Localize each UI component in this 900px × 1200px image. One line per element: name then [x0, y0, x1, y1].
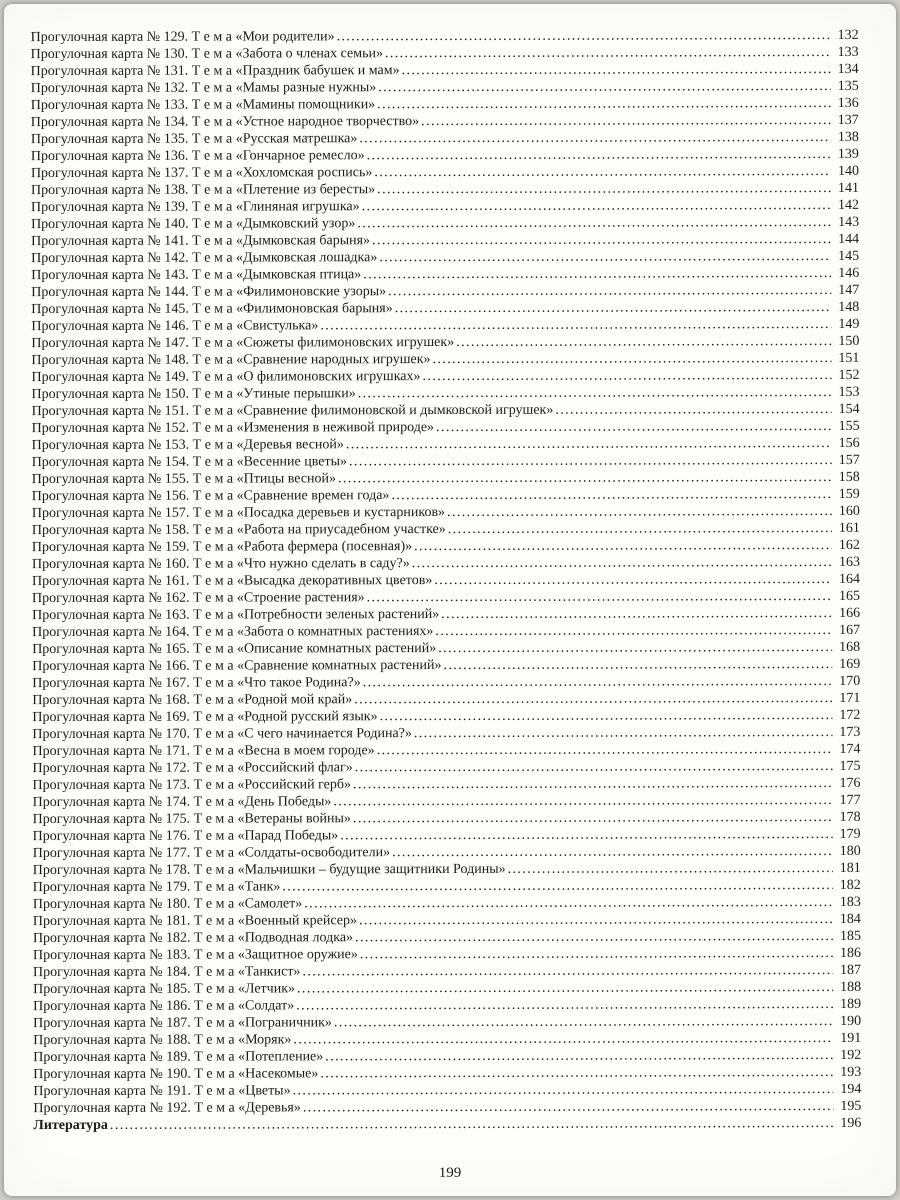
toc-entry-page: 179 — [839, 826, 861, 842]
dot-leader — [392, 843, 833, 861]
book-page — [4, 4, 896, 1196]
toc-entry — [32, 605, 860, 624]
toc-entry-label: Прогулочная карта № 162. Т е м а «Строение растения» — [32, 590, 365, 607]
toc-entry-page: 142 — [837, 197, 860, 213]
toc-entry — [31, 95, 859, 114]
toc-entry-label: Прогулочная карта № 137. Т е м а «Хохломская роспись» — [30, 165, 373, 182]
toc-entry-page: 155 — [838, 418, 860, 434]
dot-leader — [379, 248, 831, 266]
toc-entry-label: Прогулочная карта № 189. Т е м а «Потепление» — [33, 1049, 324, 1066]
toc-entry-page: 194 — [840, 1081, 862, 1097]
dot-leader — [349, 452, 832, 470]
toc-entry-label: Прогулочная карта № 136. Т е м а «Гончарное ремесло» — [30, 148, 365, 165]
toc-entry-page: 163 — [838, 554, 860, 570]
toc-entry-page: 191 — [840, 1030, 862, 1046]
toc-entry — [32, 469, 860, 488]
dot-leader — [391, 486, 831, 504]
toc-entry-label: Прогулочная карта № 182. Т е м а «Подводная лодка» — [32, 930, 354, 947]
toc-entry-page: 187 — [840, 962, 862, 978]
toc-entry-page: 140 — [837, 163, 859, 179]
toc-entry-page: 193 — [840, 1064, 862, 1080]
toc-entry — [32, 486, 860, 505]
table-of-contents — [31, 27, 862, 1134]
toc-entry — [33, 1064, 861, 1083]
toc-entry — [32, 554, 860, 573]
toc-entry-page: 188 — [840, 979, 862, 995]
dot-leader — [395, 299, 832, 317]
toc-entry-page: 177 — [839, 792, 861, 808]
dot-leader — [436, 418, 832, 436]
dot-leader — [354, 690, 832, 708]
toc-entry-page: 157 — [838, 452, 860, 468]
toc-entry-page: 170 — [839, 673, 861, 689]
toc-entry — [32, 571, 860, 590]
toc-entry-label: Прогулочная карта № 168. Т е м а «Родной мой край» — [32, 692, 353, 709]
toc-entry-label: Прогулочная карта № 134. Т е м а «Устное народное творчество» — [30, 114, 420, 131]
toc-entry-label: Прогулочная карта № 138. Т е м а «Плетение из бересты» — [30, 182, 376, 199]
toc-entry — [32, 537, 860, 556]
toc-entry — [33, 809, 861, 828]
dot-leader — [282, 877, 832, 895]
dot-leader — [359, 129, 831, 147]
toc-entry-label: Прогулочная карта № 151. Т е м а «Сравнение филимоновской и дымковской игрушек» — [31, 402, 554, 420]
toc-entry — [33, 945, 861, 964]
toc-entry — [32, 452, 860, 471]
toc-entry-page: 158 — [838, 469, 860, 485]
toc-entry-label: Прогулочная карта № 142. Т е м а «Дымковская лошадка» — [31, 250, 378, 267]
toc-entry-page: 133 — [837, 44, 859, 60]
toc-entry-label: Литература — [33, 1117, 108, 1134]
toc-entry-label: Прогулочная карта № 156. Т е м а «Сравнение времен года» — [31, 488, 390, 505]
toc-entry-page: 143 — [838, 214, 860, 230]
toc-entry-label: Прогулочная карта № 146. Т е м а «Свистулька» — [31, 318, 319, 335]
toc-entry-label: Прогулочная карта № 176. Т е м а «Парад Победы» — [32, 828, 339, 845]
toc-entry-page: 151 — [838, 350, 860, 366]
toc-entry-label: Прогулочная карта № 147. Т е м а «Сюжеты филимоновских игрушек» — [31, 334, 455, 352]
toc-entry-page: 168 — [839, 639, 861, 655]
dot-leader — [333, 792, 832, 810]
toc-entry — [31, 214, 859, 233]
dot-leader — [377, 180, 831, 198]
toc-entry-label: Прогулочная карта № 169. Т е м а «Родной русский язык» — [32, 709, 378, 726]
toc-entry-label: Прогулочная карта № 192. Т е м а «Деревья» — [33, 1100, 301, 1117]
toc-entry — [32, 673, 860, 692]
toc-entry-label: Прогулочная карта № 143. Т е м а «Дымковская птица» — [31, 267, 362, 284]
dot-leader — [435, 622, 832, 640]
dot-leader — [296, 996, 833, 1014]
toc-entry — [33, 775, 861, 794]
toc-entry-page: 154 — [838, 401, 860, 417]
toc-entry — [32, 656, 860, 675]
toc-entry — [32, 418, 860, 437]
toc-entry-label: Прогулочная карта № 150. Т е м а «Утиные перышки» — [31, 386, 356, 403]
toc-entry — [33, 894, 861, 913]
dot-leader — [367, 588, 832, 606]
toc-entry-page: 138 — [837, 129, 859, 145]
toc-entry-page: 156 — [838, 435, 860, 451]
dot-leader — [297, 979, 833, 997]
toc-entry-page: 185 — [839, 928, 861, 944]
toc-entry-label: Прогулочная карта № 155. Т е м а «Птицы весной» — [31, 471, 337, 488]
toc-entry-page: 189 — [840, 996, 862, 1012]
toc-entry — [31, 180, 859, 199]
toc-entry-label: Прогулочная карта № 188. Т е м а «Моряк» — [33, 1032, 292, 1049]
dot-leader — [360, 945, 833, 963]
toc-entry-label: Прогулочная карта № 164. Т е м а «Забота о комнатных растениях» — [32, 624, 434, 641]
toc-entry — [32, 503, 860, 522]
toc-entry-label: Прогулочная карта № 139. Т е м а «Глиняная игрушка» — [31, 199, 360, 216]
toc-entry-label: Прогулочная карта № 173. Т е м а «Российский герб» — [32, 777, 352, 794]
toc-entry — [31, 61, 859, 80]
toc-entry-label: Прогулочная карта № 161. Т е м а «Высадка декоративных цветов» — [31, 573, 433, 590]
toc-entry-label: Прогулочная карта № 135. Т е м а «Русская матрешка» — [30, 131, 358, 148]
toc-entry-page: 183 — [839, 894, 861, 910]
toc-entry-page: 161 — [838, 520, 860, 536]
toc-entry-label: Прогулочная карта № 141. Т е м а «Дымковская барыня» — [31, 233, 371, 250]
dot-leader — [412, 554, 832, 572]
toc-entry-page: 192 — [840, 1047, 862, 1063]
toc-entry-page: 173 — [839, 724, 861, 740]
dot-leader — [443, 656, 832, 674]
dot-leader — [320, 1064, 833, 1082]
dot-leader — [346, 435, 832, 453]
dot-leader — [402, 61, 831, 79]
toc-entry — [33, 1013, 861, 1032]
toc-entry — [31, 146, 859, 165]
toc-entry-page: 174 — [839, 741, 861, 757]
dot-leader — [303, 1098, 834, 1116]
dot-leader — [421, 112, 831, 130]
toc-entry — [31, 78, 859, 97]
toc-entry-label: Прогулочная карта № 145. Т е м а «Филимоновская барыня» — [31, 301, 393, 318]
toc-entry-page: 181 — [839, 860, 861, 876]
toc-entry — [33, 979, 861, 998]
toc-entry — [31, 333, 859, 352]
dot-leader — [377, 741, 833, 759]
toc-entry-label: Прогулочная карта № 132. Т е м а «Мамы разные нужны» — [30, 80, 377, 97]
dot-leader — [340, 826, 832, 844]
dot-leader — [456, 333, 831, 351]
toc-entry-label: Прогулочная карта № 160. Т е м а «Что нужно сделать в саду?» — [31, 556, 410, 573]
toc-entry — [33, 962, 861, 981]
toc-entry — [33, 911, 861, 930]
toc-entry-label: Прогулочная карта № 183. Т е м а «Защитное оружие» — [32, 947, 358, 964]
toc-entry-label: Прогулочная карта № 170. Т е м а «С чего начинается Родина?» — [32, 726, 412, 743]
toc-entry — [32, 758, 860, 777]
toc-entry-label: Прогулочная карта № 184. Т е м а «Танкист» — [33, 964, 301, 981]
dot-leader — [353, 809, 833, 827]
toc-entry — [33, 1098, 861, 1117]
toc-entry-label: Прогулочная карта № 157. Т е м а «Посадка деревьев и кустарников» — [31, 505, 446, 522]
toc-entry-label: Прогулочная карта № 133. Т е м а «Мамины помощники» — [30, 97, 376, 114]
dot-leader — [359, 911, 833, 929]
toc-entry — [31, 316, 859, 335]
dot-leader — [414, 537, 832, 555]
dot-leader — [380, 707, 833, 725]
toc-entry — [33, 1081, 861, 1100]
toc-entry-label: Прогулочная карта № 129. Т е м а «Мои родители» — [30, 29, 335, 46]
toc-entry-page: 148 — [838, 299, 860, 315]
toc-entry-page: 132 — [837, 27, 859, 43]
page-number: 199 — [438, 1165, 462, 1181]
toc-entry-label: Прогулочная карта № 163. Т е м а «Потребности зеленых растений» — [32, 607, 440, 624]
toc-entry — [33, 1115, 861, 1134]
toc-entry — [31, 231, 859, 250]
toc-entry — [31, 27, 859, 46]
toc-entry-page: 171 — [839, 690, 861, 706]
dot-leader — [414, 724, 833, 742]
toc-entry-label: Прогулочная карта № 180. Т е м а «Самолет» — [32, 896, 303, 913]
dot-leader — [302, 962, 833, 980]
toc-entry-label: Прогулочная карта № 144. Т е м а «Филимоновские узоры» — [31, 284, 387, 301]
toc-entry-page: 186 — [839, 945, 861, 961]
toc-entry-label: Прогулочная карта № 181. Т е м а «Военный крейсер» — [32, 913, 357, 930]
toc-entry-page: 141 — [837, 180, 859, 196]
dot-leader — [293, 1030, 833, 1048]
toc-entry-label: Прогулочная карта № 131. Т е м а «Праздник бабушек и мам» — [30, 63, 400, 80]
dot-leader — [363, 673, 833, 691]
dot-leader — [385, 44, 831, 62]
dot-leader — [353, 775, 833, 793]
toc-entry-label: Прогулочная карта № 148. Т е м а «Сравнение народных игрушек» — [31, 352, 431, 369]
dot-leader — [367, 146, 831, 164]
toc-entry-label: Прогулочная карта № 130. Т е м а «Забота о членах семьи» — [30, 46, 383, 63]
toc-entry-page: 153 — [838, 384, 860, 400]
toc-entry — [31, 367, 859, 386]
toc-entry-label: Прогулочная карта № 166. Т е м а «Сравнение комнатных растений» — [32, 658, 442, 675]
dot-leader — [434, 571, 832, 589]
toc-entry — [32, 520, 860, 539]
toc-entry-label: Прогулочная карта № 165. Т е м а «Описание комнатных растений» — [32, 641, 437, 658]
toc-entry-label: Прогулочная карта № 178. Т е м а «Мальчишки – будущие защитники Родины» — [32, 861, 506, 879]
dot-leader — [378, 78, 831, 96]
dot-leader — [334, 1013, 833, 1031]
toc-entry-page: 160 — [838, 503, 860, 519]
toc-entry — [33, 826, 861, 845]
toc-entry-label: Прогулочная карта № 191. Т е м а «Цветы» — [33, 1083, 291, 1100]
dot-leader — [304, 894, 833, 912]
toc-entry-page: 172 — [839, 707, 861, 723]
toc-entry — [33, 1030, 861, 1049]
toc-entry-label: Прогулочная карта № 185. Т е м а «Летчик» — [33, 981, 296, 998]
toc-entry-label: Прогулочная карта № 149. Т е м а «О филимоновских игрушках» — [31, 369, 421, 386]
toc-entry-label: Прогулочная карта № 186. Т е м а «Солдат» — [33, 998, 295, 1015]
toc-entry — [33, 860, 861, 879]
toc-entry — [32, 588, 860, 607]
toc-entry-label: Прогулочная карта № 167. Т е м а «Что такое Родина?» — [32, 675, 361, 692]
toc-entry-page: 176 — [839, 775, 861, 791]
dot-leader — [433, 350, 832, 368]
toc-entry — [31, 350, 859, 369]
toc-entry-page: 165 — [839, 588, 861, 604]
dot-leader — [355, 928, 833, 946]
toc-entry-page: 162 — [838, 537, 860, 553]
toc-entry — [33, 843, 861, 862]
dot-leader — [358, 384, 832, 402]
toc-entry — [31, 299, 859, 318]
toc-entry-page: 139 — [837, 146, 859, 162]
dot-leader — [388, 282, 831, 300]
dot-leader — [338, 469, 832, 487]
toc-entry-label: Прогулочная карта № 154. Т е м а «Весенние цветы» — [31, 454, 348, 471]
toc-entry-page: 150 — [838, 333, 860, 349]
dot-leader — [377, 95, 831, 113]
toc-entry — [32, 639, 860, 658]
dot-leader — [438, 639, 832, 657]
toc-entry — [31, 248, 859, 267]
toc-entry — [32, 724, 860, 743]
toc-entry-label: Прогулочная карта № 172. Т е м а «Российский флаг» — [32, 760, 353, 777]
dot-leader — [293, 1081, 834, 1099]
toc-entry-label: Прогулочная карта № 153. Т е м а «Деревья весной» — [31, 437, 344, 454]
toc-entry-page: 180 — [839, 843, 861, 859]
toc-entry-page: 135 — [837, 78, 859, 94]
toc-entry-page: 164 — [838, 571, 861, 587]
toc-entry — [31, 44, 859, 63]
dot-leader — [325, 1047, 833, 1065]
toc-entry — [32, 690, 860, 709]
toc-entry-page: 196 — [840, 1115, 862, 1131]
toc-entry — [31, 163, 859, 182]
toc-entry-page: 175 — [839, 758, 861, 774]
toc-entry — [31, 265, 859, 284]
toc-entry — [33, 877, 861, 896]
toc-entry-page: 159 — [838, 486, 860, 502]
toc-entry-page: 134 — [837, 61, 859, 77]
dot-leader — [508, 860, 833, 878]
toc-entry — [31, 197, 859, 216]
toc-entry — [33, 792, 861, 811]
toc-entry-label: Прогулочная карта № 175. Т е м а «Ветераны войны» — [32, 811, 351, 828]
toc-entry-page: 178 — [839, 809, 861, 825]
toc-entry — [31, 112, 859, 131]
toc-entry — [32, 435, 860, 454]
toc-entry — [33, 1047, 861, 1066]
toc-entry-label: Прогулочная карта № 171. Т е м а «Весна в моем городе» — [32, 743, 375, 760]
dot-leader — [337, 27, 831, 45]
toc-entry — [33, 928, 861, 947]
toc-entry-page: 144 — [838, 231, 860, 247]
toc-entry-page: 147 — [838, 282, 860, 298]
toc-entry-label: Прогулочная карта № 174. Т е м а «День Победы» — [32, 794, 332, 811]
toc-entry-page: 149 — [838, 316, 860, 332]
toc-entry-label: Прогулочная карта № 159. Т е м а «Работа фермера (посевная)» — [31, 539, 413, 556]
toc-entry — [31, 129, 859, 148]
dot-leader — [447, 503, 832, 521]
toc-entry-page: 145 — [838, 248, 860, 264]
toc-entry-page: 146 — [838, 265, 860, 281]
toc-entry-label: Прогулочная карта № 152. Т е м а «Изменения в неживой природе» — [31, 420, 435, 437]
dot-leader — [372, 231, 831, 249]
toc-entry-page: 190 — [840, 1013, 862, 1029]
dot-leader — [555, 401, 831, 419]
toc-entry-page: 182 — [839, 877, 861, 893]
dot-leader — [110, 1115, 834, 1134]
toc-entry-page: 136 — [837, 95, 859, 111]
toc-entry — [33, 996, 861, 1015]
dot-leader — [441, 605, 832, 623]
toc-entry-page: 169 — [839, 656, 861, 672]
dot-leader — [374, 163, 831, 181]
toc-entry-page: 152 — [838, 367, 860, 383]
toc-entry — [32, 622, 860, 641]
toc-entry — [31, 282, 859, 301]
toc-entry-label: Прогулочная карта № 187. Т е м а «Пограничник» — [33, 1015, 332, 1032]
toc-entry-label: Прогулочная карта № 140. Т е м а «Дымковский узор» — [31, 216, 356, 233]
toc-entry — [31, 384, 859, 403]
toc-entry-page: 167 — [839, 622, 861, 638]
toc-entry-label: Прогулочная карта № 190. Т е м а «Насекомые» — [33, 1066, 319, 1083]
toc-entry-label: Прогулочная карта № 158. Т е м а «Работа на приусадебном участке» — [31, 522, 446, 539]
dot-leader — [363, 265, 831, 283]
toc-entry — [32, 741, 860, 760]
dot-leader — [355, 758, 833, 776]
toc-entry-label: Прогулочная карта № 177. Т е м а «Солдаты-освободители» — [32, 845, 391, 862]
toc-entry-page: 166 — [839, 605, 861, 621]
dot-leader — [448, 520, 832, 538]
dot-leader — [422, 367, 831, 385]
dot-leader — [320, 316, 831, 334]
toc-entry-page: 195 — [840, 1098, 862, 1114]
toc-entry-page: 184 — [839, 911, 861, 927]
toc-entry — [32, 401, 860, 420]
dot-leader — [362, 197, 831, 215]
dot-leader — [357, 214, 831, 232]
toc-entry — [32, 707, 860, 726]
toc-entry-label: Прогулочная карта № 179. Т е м а «Танк» — [32, 879, 281, 896]
toc-entry-page: 137 — [837, 112, 859, 128]
